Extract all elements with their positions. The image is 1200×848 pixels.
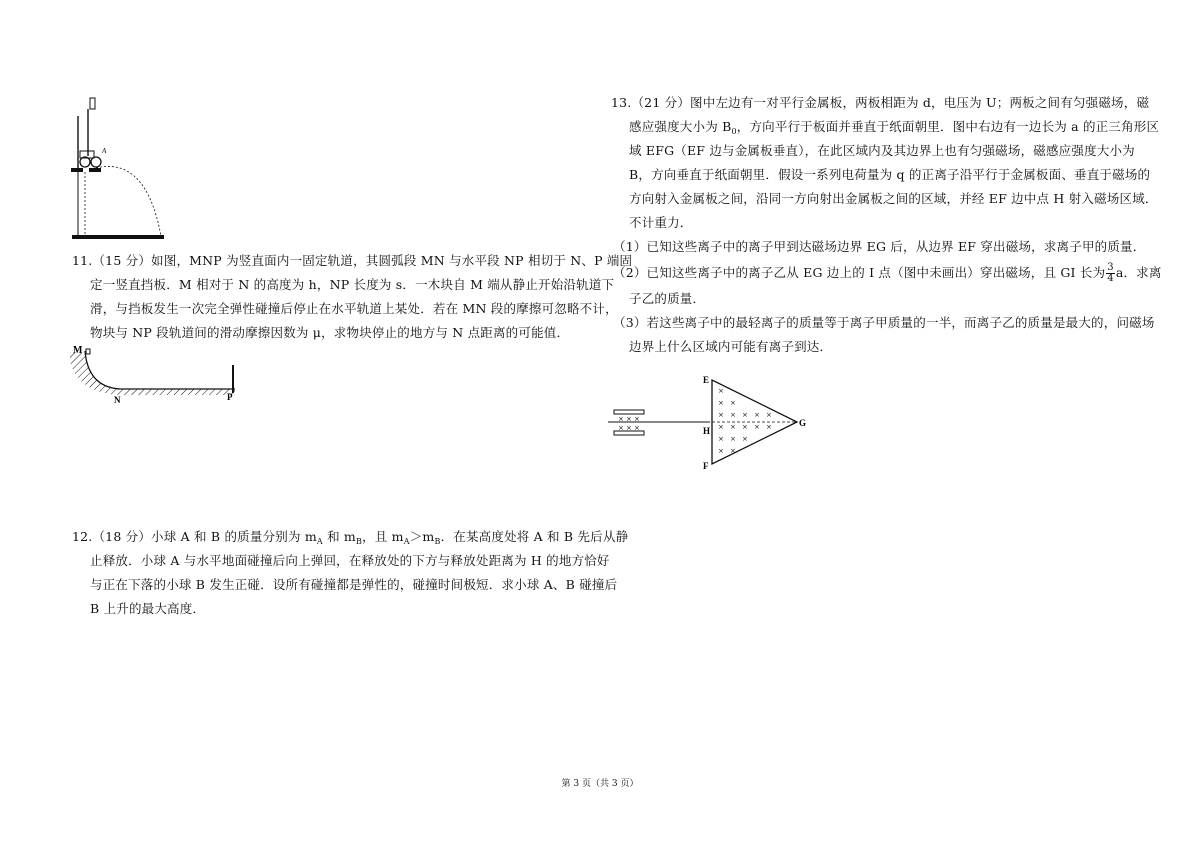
svg-text:×: ×	[718, 411, 724, 419]
q13-part-2-line-2: 子乙的质量．	[629, 291, 706, 306]
svg-text:×: ×	[742, 423, 748, 431]
label-e: E	[703, 375, 710, 385]
svg-text:×: ×	[742, 435, 748, 443]
q13-part-3: （3）若这些离子中的最轻离子的质量等于离子甲质量的一半，而离子乙的质量是最大的，问磁场	[613, 315, 1155, 330]
svg-text:×: ×	[754, 411, 760, 419]
svg-text:×: ×	[718, 399, 724, 407]
projectile-figure	[66, 96, 196, 242]
page-footer: 第 3 页（共 3 页）	[561, 779, 639, 789]
label-n: N	[114, 395, 121, 403]
svg-text:×: ×	[718, 423, 724, 431]
magnetic-field-figure	[604, 370, 814, 475]
q13-line-2	[629, 119, 1159, 140]
q13-part-2	[613, 263, 1162, 284]
label-p: P	[227, 392, 233, 402]
svg-text:×: ×	[634, 415, 640, 423]
svg-text:×: ×	[718, 447, 724, 455]
q12-sub-d: B	[434, 537, 441, 546]
q12-line-1	[72, 529, 628, 550]
fraction-denominator: 4	[1107, 273, 1114, 284]
svg-text:×: ×	[618, 415, 624, 423]
svg-text:×: ×	[626, 415, 632, 423]
svg-text:×: ×	[730, 399, 736, 407]
q13-sub-b0: 0	[731, 127, 737, 136]
q13-p2-text-b: a．求离	[1115, 265, 1162, 280]
q12-text-c: ，且 m	[362, 529, 404, 544]
q13-part-1: （1）已知这些离子中的离子甲到达磁场边界 EG 后，从边界 EF 穿出磁场，求离子甲的质量．	[613, 239, 1146, 254]
svg-text:×: ×	[730, 411, 736, 419]
q13-line-6: 不计重力．	[629, 215, 693, 230]
q12-sub-a: A	[316, 537, 323, 546]
q11-line-1: 11.（15 分）如图，MNP 为竖直面内一固定轨道，其圆弧段 MN 与水平段 NP 相切于 N、P 端固	[72, 253, 633, 268]
q13-line-5: 方向射入金属板之间，沿同一方向射出金属板之间的区域，并经 EF 边中点 H 射入磁场区域．	[629, 191, 1158, 206]
q11-line-2: 定一竖直挡板．M 相对于 N 的高度为 h，NP 长度为 s．一木块自 M 端从静止开始沿轨道下	[90, 277, 615, 292]
svg-text:×: ×	[730, 423, 736, 431]
svg-text:×: ×	[766, 411, 772, 419]
q11-line-3: 滑，与挡板发生一次完全弹性碰撞后停止在水平轨道上某处．若在 MN 段的摩擦可忽略不计，	[90, 301, 618, 316]
q12-text-e: ．在某高度处将 A 和 B 先后从静	[440, 529, 629, 544]
svg-text:×: ×	[618, 424, 624, 432]
q13-line-3: 域 EFG（EF 边与金属板垂直），在此区域内及其边界上也有匀强磁场，磁感应强度大小为	[629, 143, 1135, 158]
q11-line-4: 物块与 NP 段轨道间的滑动摩擦因数为 μ，求物块停止的地方与 N 点距离的可能值．	[90, 325, 570, 340]
label-h: H	[703, 426, 711, 436]
svg-text:×: ×	[754, 423, 760, 431]
fraction-numerator: 3	[1107, 262, 1114, 273]
q12-text-d: ＞m	[409, 529, 435, 544]
figure-label-a: A	[102, 147, 107, 155]
q12-text-b: 和 m	[322, 529, 356, 544]
q13-text-2b: ，方向平行于板面并垂直于纸面朝里．图中右边有一边长为 a 的正三角形区	[736, 119, 1160, 134]
q13-text-2a: 感应强度大小为 B	[629, 119, 732, 134]
q12-text-a: 12.（18 分）小球 A 和 B 的质量分别为 m	[72, 529, 317, 544]
q13-line-4: B，方向垂直于纸面朝里．假设一系列电荷量为 q 的正离子沿平行于金属板面、垂直于磁场的	[629, 167, 1151, 182]
svg-text:×: ×	[730, 435, 736, 443]
q12-line-2: 止释放．小球 A 与水平地面碰撞后向上弹回，在释放处的下方与释放处距离为 H 的地方恰好	[90, 553, 610, 568]
q13-line-1: 13.（21 分）图中左边有一对平行金属板，两板相距为 d，电压为 U；两板之间有匀强磁场，磁	[611, 95, 1150, 110]
svg-text:×: ×	[718, 387, 724, 395]
fraction-three-quarters	[1106, 263, 1115, 284]
label-f: F	[703, 461, 709, 471]
label-m: M	[73, 345, 83, 356]
svg-text:×: ×	[766, 423, 772, 431]
q12-sub-c: A	[403, 537, 410, 546]
q12-sub-b: B	[356, 537, 363, 546]
q13-p2-text-a: （2）已知这些离子中的离子乙从 EG 边上的 I 点（图中未画出）穿出磁场，且 GI 长为	[613, 265, 1106, 280]
label-g: G	[799, 418, 807, 428]
q12-line-4: B 上升的最大高度．	[90, 601, 206, 616]
svg-text:×: ×	[718, 435, 724, 443]
svg-text:×: ×	[634, 424, 640, 432]
svg-text:×: ×	[742, 411, 748, 419]
q13-part-3-line-2: 边界上什么区域内可能有离子到达．	[629, 339, 833, 354]
svg-text:×: ×	[626, 424, 632, 432]
q12-line-3: 与正在下落的小球 B 发生正碰．设所有碰撞都是弹性的，碰撞时间极短．求小球 A、B 碰撞后	[90, 577, 618, 592]
track-figure	[70, 343, 246, 403]
svg-text:×: ×	[730, 447, 736, 455]
